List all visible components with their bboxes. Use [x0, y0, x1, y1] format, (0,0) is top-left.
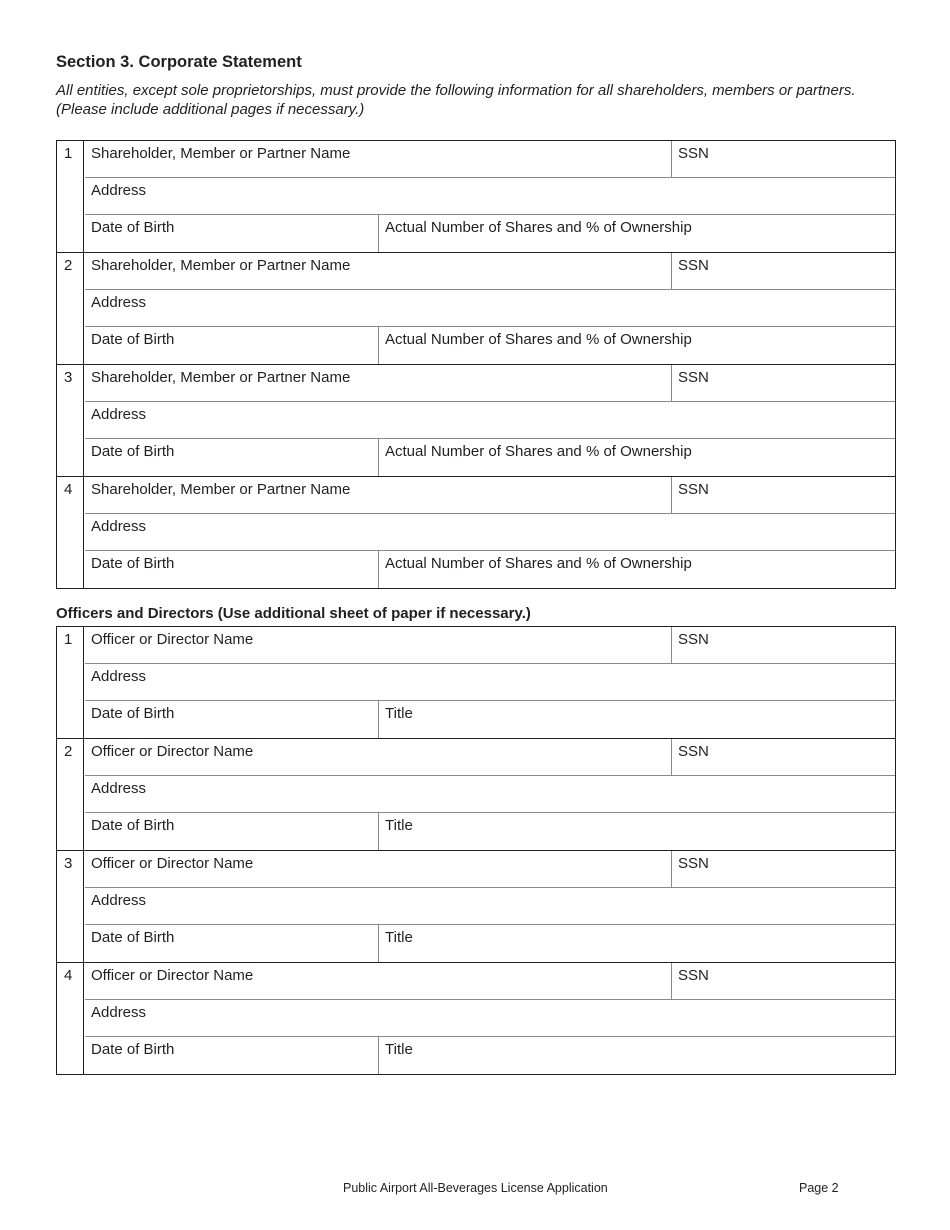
- entry-number: 3: [57, 851, 84, 962]
- officers-table: [56, 626, 896, 1075]
- shareholder-entry: [57, 141, 895, 252]
- officer-name-field[interactable]: Officer or Director Name: [85, 851, 672, 888]
- officer-entry: [57, 850, 895, 962]
- ssn-field[interactable]: SSN: [672, 627, 895, 664]
- shareholders-table: [56, 140, 896, 589]
- date-of-birth-field[interactable]: Date of Birth: [85, 1037, 379, 1074]
- shares-ownership-field[interactable]: Actual Number of Shares and % of Ownership: [385, 555, 692, 572]
- date-of-birth-field[interactable]: Date of Birth: [85, 551, 379, 588]
- title-field[interactable]: Title: [385, 817, 413, 834]
- title-field[interactable]: Title: [385, 1041, 413, 1058]
- footer-document-title: Public Airport All-Beverages License Application: [343, 1181, 608, 1195]
- title-field[interactable]: Title: [385, 929, 413, 946]
- shareholder-entry: [57, 252, 895, 364]
- ssn-field[interactable]: SSN: [672, 739, 895, 776]
- ssn-field[interactable]: SSN: [672, 141, 895, 178]
- address-field[interactable]: Address: [85, 514, 895, 551]
- shares-ownership-field[interactable]: Actual Number of Shares and % of Ownership: [385, 331, 692, 348]
- shares-ownership-field[interactable]: Actual Number of Shares and % of Ownership: [385, 443, 692, 460]
- ssn-field[interactable]: SSN: [672, 851, 895, 888]
- ssn-field[interactable]: SSN: [672, 963, 895, 1000]
- ssn-field[interactable]: SSN: [672, 477, 895, 514]
- address-field[interactable]: Address: [85, 402, 895, 439]
- officer-entry: [57, 738, 895, 850]
- officer-name-field[interactable]: Officer or Director Name: [85, 963, 672, 1000]
- shareholder-name-field[interactable]: Shareholder, Member or Partner Name: [85, 477, 672, 514]
- address-field[interactable]: Address: [85, 664, 895, 701]
- officers-heading: Officers and Directors (Use additional sheet of paper if necessary.): [56, 605, 531, 622]
- date-of-birth-field[interactable]: Date of Birth: [85, 215, 379, 252]
- footer-page-number: Page 2: [799, 1181, 839, 1195]
- entry-number: 2: [57, 253, 84, 364]
- shareholder-entry: [57, 476, 895, 588]
- entry-number: 3: [57, 365, 84, 476]
- date-of-birth-field[interactable]: Date of Birth: [85, 439, 379, 476]
- entry-number: 4: [57, 963, 84, 1074]
- date-of-birth-field[interactable]: Date of Birth: [85, 813, 379, 850]
- address-field[interactable]: Address: [85, 290, 895, 327]
- entry-number: 4: [57, 477, 84, 588]
- ssn-field[interactable]: SSN: [672, 365, 895, 402]
- title-field[interactable]: Title: [385, 705, 413, 722]
- shareholder-name-field[interactable]: Shareholder, Member or Partner Name: [85, 141, 672, 178]
- officer-entry: [57, 627, 895, 738]
- date-of-birth-field[interactable]: Date of Birth: [85, 925, 379, 962]
- officer-entry: [57, 962, 895, 1074]
- address-field[interactable]: Address: [85, 178, 895, 215]
- officer-name-field[interactable]: Officer or Director Name: [85, 739, 672, 776]
- shares-ownership-field[interactable]: Actual Number of Shares and % of Ownership: [385, 219, 692, 236]
- entry-number: 2: [57, 739, 84, 850]
- shareholder-entry: [57, 364, 895, 476]
- officer-name-field[interactable]: Officer or Director Name: [85, 627, 672, 664]
- date-of-birth-field[interactable]: Date of Birth: [85, 701, 379, 738]
- date-of-birth-field[interactable]: Date of Birth: [85, 327, 379, 364]
- section-description: All entities, except sole proprietorships, must provide the following information for all shareholders, members or partners. (Please include additional pages if necessary.): [56, 82, 856, 118]
- section-title: Section 3. Corporate Statement: [56, 53, 302, 71]
- shareholder-name-field[interactable]: Shareholder, Member or Partner Name: [85, 365, 672, 402]
- address-field[interactable]: Address: [85, 1000, 895, 1037]
- address-field[interactable]: Address: [85, 776, 895, 813]
- entry-number: 1: [57, 627, 84, 738]
- shareholder-name-field[interactable]: Shareholder, Member or Partner Name: [85, 253, 672, 290]
- address-field[interactable]: Address: [85, 888, 895, 925]
- ssn-field[interactable]: SSN: [672, 253, 895, 290]
- entry-number: 1: [57, 141, 84, 252]
